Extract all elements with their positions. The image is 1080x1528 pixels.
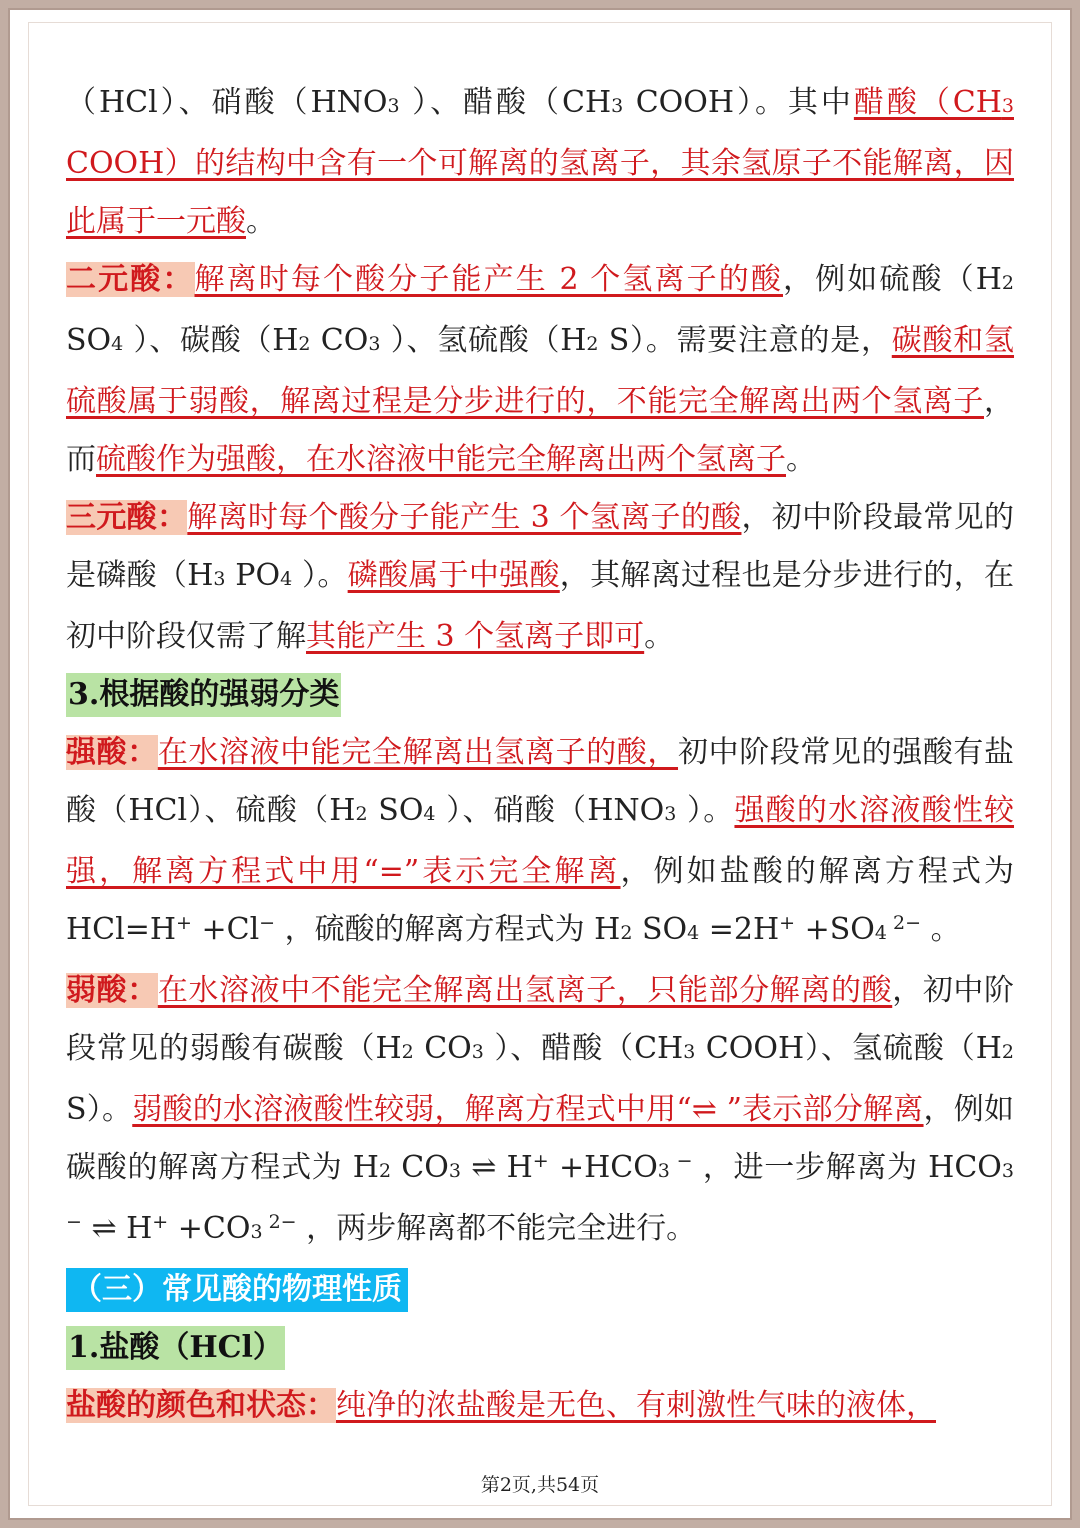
document-body xyxy=(66,74,1014,1435)
text: ）、氢硫酸（H xyxy=(380,323,587,358)
paragraph-strong-acid xyxy=(66,724,1014,962)
subscript: 4 xyxy=(423,803,436,825)
superscript: − xyxy=(259,912,276,934)
subscript: 2 xyxy=(355,803,368,825)
superscript: + xyxy=(176,912,192,934)
red-underline-text: 醋酸（CH3 COOH）的结构中含有一个可解离的氢离子，其余氢原子不能解离，因此属于一元酸 xyxy=(66,85,1014,239)
red-underline-text: 在水溶液中能完全解离出氢离子的酸， xyxy=(157,735,679,770)
text: 。 xyxy=(921,912,961,947)
text: ）、醋酸（CH xyxy=(399,85,612,120)
text: CO xyxy=(391,1150,449,1185)
text: ，进一步解离为 HCO xyxy=(692,1150,1002,1185)
text: +SO xyxy=(795,912,875,947)
red-underline-text: 纯净的浓盐酸是无色、有刺激性气味的液体， xyxy=(336,1388,936,1423)
subscript: 3 xyxy=(664,803,677,825)
subscript: 3 xyxy=(1001,1160,1014,1182)
term-label: 弱酸： xyxy=(66,973,158,1008)
subscript: 4 xyxy=(687,922,700,944)
subscript: 3 xyxy=(250,1221,263,1243)
superscript: + xyxy=(532,1150,549,1172)
text: ）、碳酸（H xyxy=(123,323,299,358)
text: ，两步解离都不能完全进行。 xyxy=(296,1211,697,1246)
term-label: 强酸： xyxy=(66,735,158,770)
page-number: 第2页,共54页 xyxy=(480,1474,600,1496)
text: PO xyxy=(225,558,281,593)
section-heading xyxy=(66,1261,1014,1319)
red-underline-text: 在水溶液中不能完全解离出氢离子，只能部分解离的酸 xyxy=(157,973,893,1008)
text: 。 xyxy=(644,619,675,654)
paragraph-monobasic-acid xyxy=(66,74,1014,251)
text: ，初中阶段常见的弱酸有碳酸（H xyxy=(66,973,1015,1066)
text: ⇌ H xyxy=(81,1211,153,1246)
superscript: + xyxy=(779,912,796,934)
red-underline-text: 硫酸作为强酸，在水溶液中能完全解离出两个氢离子 xyxy=(96,442,786,477)
text: +CO xyxy=(168,1211,251,1246)
superscript: + xyxy=(152,1211,169,1233)
subscript: 4 xyxy=(874,922,887,944)
term-label: 盐酸的颜色和状态： xyxy=(66,1388,336,1423)
term-label: 二元酸： xyxy=(66,262,195,297)
subscript: 3 xyxy=(387,95,400,117)
text: ，例如硫酸（H xyxy=(783,262,1002,297)
subscript: 2 xyxy=(586,333,599,355)
text: ，例如碳酸的解离方程式为 H xyxy=(66,1092,1015,1185)
term-label: 三元酸： xyxy=(66,500,188,535)
subscript: 3 xyxy=(368,333,381,355)
superscript: − xyxy=(669,1150,693,1172)
red-underline-text: 磷酸属于中强酸 xyxy=(347,558,560,593)
text: ，其解离过程也是分步进行的，在初中阶段仅需了解 xyxy=(66,558,1014,654)
text: ，初中阶段最常见的是磷酸（H xyxy=(66,500,1015,593)
text: 。 xyxy=(786,442,816,477)
subscript: 2 xyxy=(620,922,633,944)
text: ）。 xyxy=(292,558,348,593)
subscript: 3 xyxy=(448,1160,461,1182)
text: ，硫酸的解离方程式为 H xyxy=(275,912,621,947)
subscript: 3 xyxy=(611,95,624,117)
subscript: 3 xyxy=(213,568,226,590)
text: SO xyxy=(367,793,424,828)
red-underline-text: 强酸的水溶液酸性较强，解离方程式中用“=”表示完全解离 xyxy=(66,793,1015,889)
text: SO xyxy=(66,323,112,358)
text: S）。 xyxy=(66,1092,133,1127)
paragraph-tribasic-acid xyxy=(66,489,1014,666)
subscript: 2 xyxy=(401,1041,414,1063)
paragraph-dibasic-acid xyxy=(66,251,1014,489)
superscript: 2− xyxy=(886,912,922,934)
red-underline-text: 弱酸的水溶液酸性较弱，解离方程式中用“⇌ ”表示部分解离 xyxy=(132,1092,924,1127)
red-underline-text: 解离时每个酸分子能产生 3 个氢离子的酸 xyxy=(187,500,742,535)
superscript: − xyxy=(66,1211,82,1233)
text: +Cl xyxy=(191,912,260,947)
text: 初中阶段常见的强酸有盐酸（HCl）、硫酸（H xyxy=(66,735,1015,828)
heading-physical-properties: （三）常见酸的物理性质 xyxy=(66,1268,408,1312)
text: SO xyxy=(632,912,688,947)
red-underline-text: 其能产生 3 个氢离子即可 xyxy=(306,619,645,654)
subscript: 3 xyxy=(683,1041,696,1063)
subscript: 4 xyxy=(111,333,124,355)
text: 。 xyxy=(246,204,276,239)
heading-hydrochloric-acid: 1.盐酸（HCl） xyxy=(66,1326,285,1370)
text: ）、醋酸（CH xyxy=(483,1031,684,1066)
text: （HCl）、硝酸（HNO xyxy=(66,85,388,120)
subscript: 2 xyxy=(298,333,311,355)
subscript: 2 xyxy=(378,1160,392,1182)
text: ）、硝酸（HNO xyxy=(435,793,665,828)
subscript: 3 xyxy=(471,1041,484,1063)
text: +HCO xyxy=(548,1150,658,1185)
text: S）。需要注意的是， xyxy=(598,323,892,358)
text: ，例如盐酸的解离方程式为 HCl=H xyxy=(66,854,1014,947)
text: CO xyxy=(413,1031,472,1066)
text: ）。 xyxy=(676,793,735,828)
red-underline-text: 解离时每个酸分子能产生 2 个氢离子的酸 xyxy=(194,262,783,297)
text: ，而 xyxy=(66,384,1014,477)
heading-strength-classification: 3.根据酸的强弱分类 xyxy=(66,673,341,717)
subscript: 2 xyxy=(1001,272,1014,294)
text: =2H xyxy=(699,912,780,947)
red-underline-text: 碳酸和氢硫酸属于弱酸，解离过程是分步进行的，不能完全解离出两个氢离子 xyxy=(66,323,1015,419)
subsection-heading xyxy=(66,1319,1014,1377)
superscript: 2− xyxy=(262,1211,297,1233)
text: COOH）。其中 xyxy=(623,85,854,120)
subscript: 4 xyxy=(280,568,293,590)
section-heading xyxy=(66,666,1014,724)
paragraph-hcl-appearance xyxy=(66,1377,1014,1435)
subscript: 3 xyxy=(657,1160,670,1182)
text: COOH）、氢硫酸（H xyxy=(695,1031,1002,1066)
text: ⇌ H xyxy=(460,1150,533,1185)
paragraph-weak-acid xyxy=(66,962,1014,1261)
subscript: 2 xyxy=(1001,1041,1014,1063)
text: CO xyxy=(310,323,369,358)
